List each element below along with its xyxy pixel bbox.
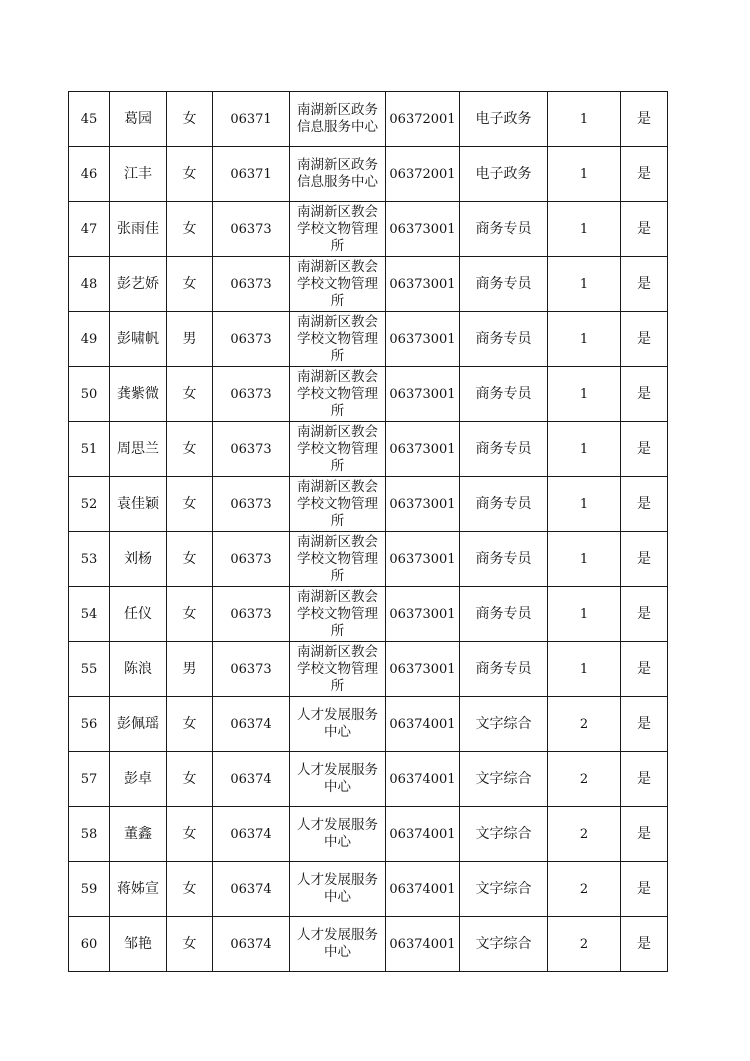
unit-name-cell: 人才发展服务中心 [290, 807, 386, 862]
unit-name-cell: 南湖新区教会学校文物管理所 [290, 642, 386, 697]
unit-code-cell: 06371 [213, 147, 290, 202]
row-number-cell: 59 [69, 862, 110, 917]
unit-code-cell: 06374 [213, 807, 290, 862]
unit-code-cell: 06373 [213, 422, 290, 477]
position-code-cell: 06374001 [386, 697, 460, 752]
table-row [69, 312, 668, 367]
name-cell: 葛园 [110, 92, 167, 147]
gender-cell: 女 [167, 917, 213, 972]
position-code-cell: 06374001 [386, 917, 460, 972]
position-name-cell: 文字综合 [460, 862, 548, 917]
position-name-cell: 文字综合 [460, 752, 548, 807]
gender-cell: 女 [167, 532, 213, 587]
quota-cell: 2 [548, 752, 621, 807]
row-number-cell: 53 [69, 532, 110, 587]
unit-code-cell: 06373 [213, 532, 290, 587]
position-name-cell: 商务专员 [460, 532, 548, 587]
gender-cell: 女 [167, 367, 213, 422]
row-number-cell: 56 [69, 697, 110, 752]
row-number-cell: 55 [69, 642, 110, 697]
gender-cell: 女 [167, 807, 213, 862]
name-cell: 刘杨 [110, 532, 167, 587]
gender-cell: 女 [167, 862, 213, 917]
unit-code-cell: 06373 [213, 477, 290, 532]
position-code-cell: 06373001 [386, 587, 460, 642]
confirmed-cell: 是 [621, 477, 668, 532]
gender-cell: 女 [167, 422, 213, 477]
table-row [69, 202, 668, 257]
name-cell: 张雨佳 [110, 202, 167, 257]
unit-code-cell: 06373 [213, 312, 290, 367]
quota-cell: 2 [548, 807, 621, 862]
gender-cell: 女 [167, 587, 213, 642]
confirmed-cell: 是 [621, 257, 668, 312]
row-number-cell: 50 [69, 367, 110, 422]
position-name-cell: 文字综合 [460, 807, 548, 862]
name-cell: 任仪 [110, 587, 167, 642]
table-row [69, 587, 668, 642]
name-cell: 蒋姊宣 [110, 862, 167, 917]
table-row [69, 147, 668, 202]
position-code-cell: 06374001 [386, 807, 460, 862]
name-cell: 彭艺娇 [110, 257, 167, 312]
name-cell: 龚紫微 [110, 367, 167, 422]
confirmed-cell: 是 [621, 917, 668, 972]
position-name-cell: 文字综合 [460, 917, 548, 972]
confirmed-cell: 是 [621, 807, 668, 862]
position-code-cell: 06373001 [386, 202, 460, 257]
position-code-cell: 06374001 [386, 752, 460, 807]
quota-cell: 1 [548, 257, 621, 312]
name-cell: 彭卓 [110, 752, 167, 807]
unit-name-cell: 南湖新区教会学校文物管理所 [290, 422, 386, 477]
name-cell: 邹艳 [110, 917, 167, 972]
unit-code-cell: 06374 [213, 917, 290, 972]
quota-cell: 2 [548, 862, 621, 917]
position-name-cell: 商务专员 [460, 202, 548, 257]
table-row [69, 532, 668, 587]
unit-code-cell: 06373 [213, 202, 290, 257]
row-number-cell: 51 [69, 422, 110, 477]
confirmed-cell: 是 [621, 312, 668, 367]
name-cell: 董鑫 [110, 807, 167, 862]
position-name-cell: 商务专员 [460, 312, 548, 367]
quota-cell: 1 [548, 92, 621, 147]
table-row [69, 642, 668, 697]
position-name-cell: 商务专员 [460, 422, 548, 477]
unit-name-cell: 人才发展服务中心 [290, 752, 386, 807]
unit-code-cell: 06374 [213, 697, 290, 752]
gender-cell: 女 [167, 202, 213, 257]
table-row [69, 422, 668, 477]
confirmed-cell: 是 [621, 752, 668, 807]
position-name-cell: 电子政务 [460, 92, 548, 147]
unit-name-cell: 南湖新区政务信息服务中心 [290, 147, 386, 202]
gender-cell: 女 [167, 752, 213, 807]
position-name-cell: 商务专员 [460, 257, 548, 312]
unit-name-cell: 南湖新区教会学校文物管理所 [290, 257, 386, 312]
position-name-cell: 文字综合 [460, 697, 548, 752]
name-cell: 彭啸帆 [110, 312, 167, 367]
confirmed-cell: 是 [621, 147, 668, 202]
quota-cell: 1 [548, 642, 621, 697]
row-number-cell: 47 [69, 202, 110, 257]
position-code-cell: 06372001 [386, 92, 460, 147]
position-code-cell: 06372001 [386, 147, 460, 202]
quota-cell: 1 [548, 367, 621, 422]
unit-name-cell: 人才发展服务中心 [290, 917, 386, 972]
position-code-cell: 06373001 [386, 312, 460, 367]
unit-code-cell: 06374 [213, 862, 290, 917]
confirmed-cell: 是 [621, 862, 668, 917]
position-code-cell: 06373001 [386, 477, 460, 532]
position-code-cell: 06374001 [386, 862, 460, 917]
row-number-cell: 46 [69, 147, 110, 202]
name-cell: 江丰 [110, 147, 167, 202]
unit-name-cell: 南湖新区教会学校文物管理所 [290, 367, 386, 422]
position-code-cell: 06373001 [386, 422, 460, 477]
position-code-cell: 06373001 [386, 532, 460, 587]
quota-cell: 1 [548, 422, 621, 477]
candidate-table [68, 91, 668, 972]
table-row [69, 862, 668, 917]
confirmed-cell: 是 [621, 642, 668, 697]
unit-name-cell: 南湖新区教会学校文物管理所 [290, 477, 386, 532]
gender-cell: 女 [167, 147, 213, 202]
unit-name-cell: 南湖新区政务信息服务中心 [290, 92, 386, 147]
position-name-cell: 电子政务 [460, 147, 548, 202]
position-code-cell: 06373001 [386, 642, 460, 697]
gender-cell: 男 [167, 642, 213, 697]
row-number-cell: 54 [69, 587, 110, 642]
gender-cell: 男 [167, 312, 213, 367]
unit-name-cell: 南湖新区教会学校文物管理所 [290, 202, 386, 257]
unit-code-cell: 06373 [213, 257, 290, 312]
row-number-cell: 60 [69, 917, 110, 972]
row-number-cell: 58 [69, 807, 110, 862]
unit-code-cell: 06373 [213, 367, 290, 422]
unit-name-cell: 人才发展服务中心 [290, 697, 386, 752]
gender-cell: 女 [167, 257, 213, 312]
position-name-cell: 商务专员 [460, 367, 548, 422]
confirmed-cell: 是 [621, 587, 668, 642]
position-code-cell: 06373001 [386, 367, 460, 422]
confirmed-cell: 是 [621, 422, 668, 477]
row-number-cell: 45 [69, 92, 110, 147]
unit-name-cell: 南湖新区教会学校文物管理所 [290, 312, 386, 367]
quota-cell: 2 [548, 917, 621, 972]
confirmed-cell: 是 [621, 697, 668, 752]
quota-cell: 1 [548, 477, 621, 532]
table-row [69, 92, 668, 147]
position-name-cell: 商务专员 [460, 477, 548, 532]
table-row [69, 477, 668, 532]
quota-cell: 2 [548, 697, 621, 752]
table-row [69, 752, 668, 807]
table-body [69, 92, 668, 972]
unit-name-cell: 人才发展服务中心 [290, 862, 386, 917]
quota-cell: 1 [548, 147, 621, 202]
unit-code-cell: 06373 [213, 642, 290, 697]
table-row [69, 807, 668, 862]
gender-cell: 女 [167, 477, 213, 532]
unit-code-cell: 06371 [213, 92, 290, 147]
gender-cell: 女 [167, 697, 213, 752]
name-cell: 袁佳颖 [110, 477, 167, 532]
position-name-cell: 商务专员 [460, 642, 548, 697]
name-cell: 彭佩瑶 [110, 697, 167, 752]
unit-code-cell: 06373 [213, 587, 290, 642]
unit-code-cell: 06374 [213, 752, 290, 807]
row-number-cell: 57 [69, 752, 110, 807]
quota-cell: 1 [548, 312, 621, 367]
name-cell: 陈浪 [110, 642, 167, 697]
quota-cell: 1 [548, 532, 621, 587]
confirmed-cell: 是 [621, 202, 668, 257]
position-name-cell: 商务专员 [460, 587, 548, 642]
table-row [69, 367, 668, 422]
confirmed-cell: 是 [621, 532, 668, 587]
table-row [69, 257, 668, 312]
row-number-cell: 52 [69, 477, 110, 532]
confirmed-cell: 是 [621, 367, 668, 422]
confirmed-cell: 是 [621, 92, 668, 147]
row-number-cell: 49 [69, 312, 110, 367]
quota-cell: 1 [548, 202, 621, 257]
row-number-cell: 48 [69, 257, 110, 312]
name-cell: 周思兰 [110, 422, 167, 477]
unit-name-cell: 南湖新区教会学校文物管理所 [290, 532, 386, 587]
position-code-cell: 06373001 [386, 257, 460, 312]
gender-cell: 女 [167, 92, 213, 147]
unit-name-cell: 南湖新区教会学校文物管理所 [290, 587, 386, 642]
table-row [69, 697, 668, 752]
quota-cell: 1 [548, 587, 621, 642]
table-row [69, 917, 668, 972]
